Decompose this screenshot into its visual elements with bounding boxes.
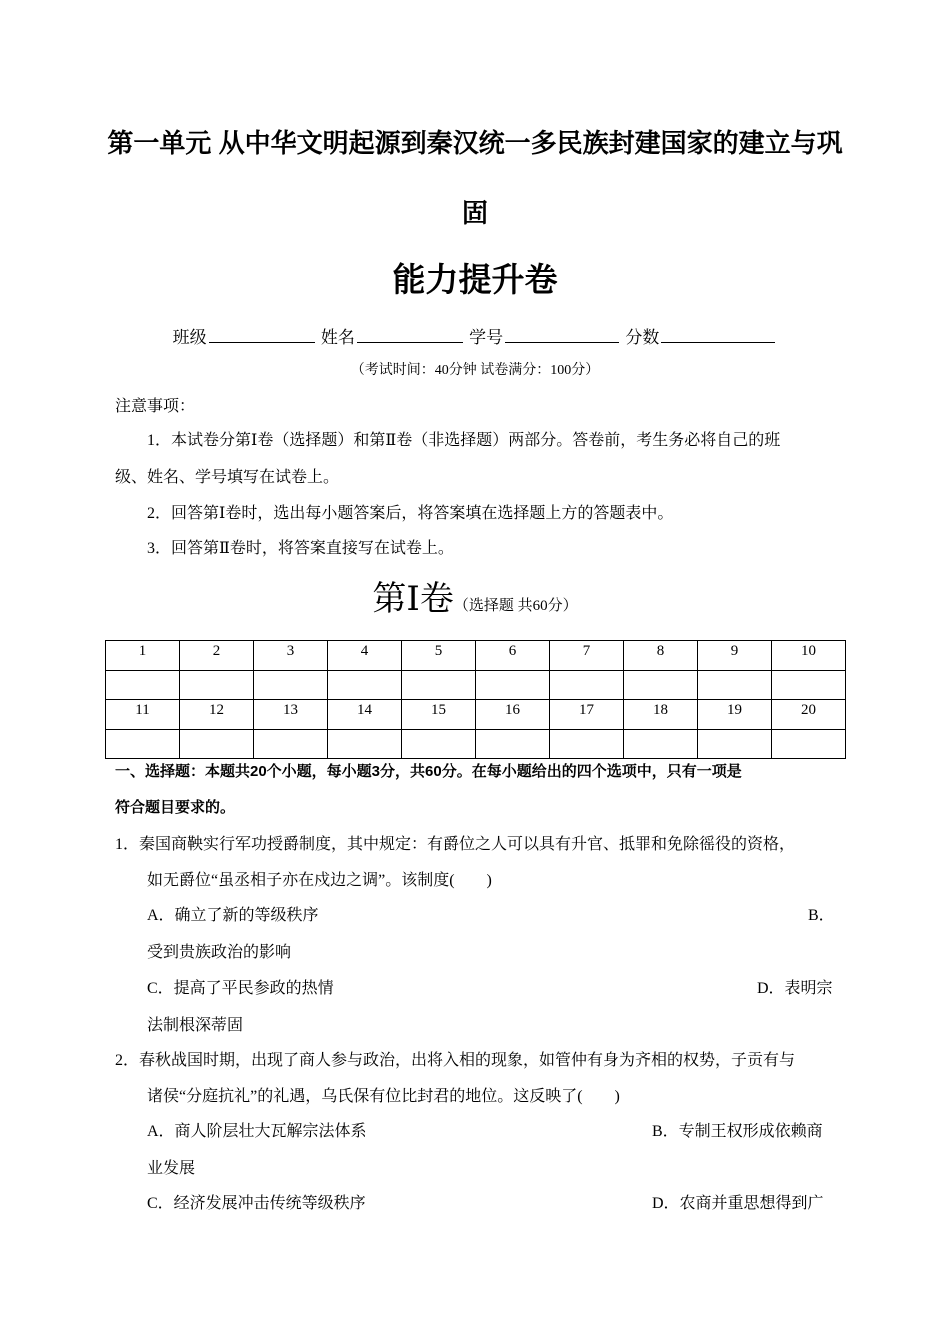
answer-table-question-number: 10 bbox=[772, 641, 846, 671]
exam-info: （考试时间：40分钟 试卷满分：100分） bbox=[350, 363, 600, 378]
question-1-option-d-cont: 法制根深蒂固 bbox=[147, 1017, 244, 1034]
question-2-stem: 2．春秋战国时期，出现了商人参与政治，出将入相的现象，如管仲有身为齐相的权势，子贡有与 bbox=[115, 1052, 796, 1069]
answer-table-question-number: 4 bbox=[328, 641, 402, 671]
answer-table-question-number: 2 bbox=[180, 641, 254, 671]
doc-subtitle: 能力提升卷 bbox=[392, 261, 558, 298]
answer-table-question-number: 3 bbox=[254, 641, 328, 671]
question-1-option-a[interactable]: A．确立了新的等级秩序 bbox=[147, 907, 319, 924]
answer-table-question-number: 14 bbox=[328, 700, 402, 730]
answer-cell[interactable] bbox=[328, 670, 402, 700]
question-1-option-c[interactable]: C．提高了平民参政的热情 bbox=[147, 980, 334, 997]
answer-table-header-row bbox=[106, 641, 846, 671]
answer-table-question-number: 19 bbox=[698, 700, 772, 730]
answer-table-question-number: 20 bbox=[772, 700, 846, 730]
question-1-stem-cont: 如无爵位“虽丞相子亦在戍边之调”。该制度( ) bbox=[147, 872, 492, 889]
answer-table-header-row bbox=[106, 700, 846, 730]
name-label: 姓名 bbox=[320, 328, 355, 347]
volume-title: 第Ⅰ卷 bbox=[372, 581, 454, 618]
name-field[interactable] bbox=[357, 326, 463, 343]
doc-title-line2: 固 bbox=[461, 198, 488, 228]
note-2: 2．回答第Ⅰ卷时，选出每小题答案后，将答案填在选择题上方的答题表中。 bbox=[147, 505, 674, 522]
answer-cell[interactable] bbox=[476, 729, 550, 759]
answer-table-question-number: 5 bbox=[402, 641, 476, 671]
note-1: 1．本试卷分第Ⅰ卷（选择题）和第Ⅱ卷（非选择题）两部分。答卷前，考生务必将自己的班 bbox=[147, 432, 781, 449]
student-id-field[interactable] bbox=[505, 326, 619, 343]
answer-cell[interactable] bbox=[402, 729, 476, 759]
question-2-option-b[interactable]: B．专制王权形成依赖商 bbox=[652, 1123, 823, 1140]
answer-cell[interactable] bbox=[624, 729, 698, 759]
answer-cell[interactable] bbox=[402, 670, 476, 700]
answer-cell[interactable] bbox=[254, 670, 328, 700]
student-id-label: 学号 bbox=[469, 328, 504, 347]
volume-heading bbox=[0, 578, 950, 622]
question-2-option-b-cont: 业发展 bbox=[147, 1160, 196, 1177]
answer-table-input-row bbox=[106, 670, 846, 700]
answer-cell[interactable] bbox=[328, 729, 402, 759]
question-1-stem: 1．秦国商鞅实行军功授爵制度，其中规定：有爵位之人可以具有升官、抵罪和免除徭役的资格， bbox=[115, 836, 796, 853]
answer-table-question-number: 17 bbox=[550, 700, 624, 730]
answer-table-question-number: 16 bbox=[476, 700, 550, 730]
answer-table-question-number: 8 bbox=[624, 641, 698, 671]
answer-table bbox=[105, 640, 846, 759]
question-2-option-d[interactable]: D．农商并重思想得到广 bbox=[652, 1195, 824, 1212]
note-3: 3．回答第Ⅱ卷时，将答案直接写在试卷上。 bbox=[147, 540, 454, 557]
student-info-fields bbox=[0, 326, 950, 348]
note-1-cont: 级、姓名、学号填写在试卷上。 bbox=[115, 469, 340, 486]
answer-cell[interactable] bbox=[180, 670, 254, 700]
answer-cell[interactable] bbox=[624, 670, 698, 700]
question-2-option-c[interactable]: C．经济发展冲击传统等级秩序 bbox=[147, 1195, 366, 1212]
answer-table-question-number: 6 bbox=[476, 641, 550, 671]
answer-cell[interactable] bbox=[698, 729, 772, 759]
answer-cell[interactable] bbox=[106, 729, 180, 759]
answer-table-input-row bbox=[106, 729, 846, 759]
answer-table-question-number: 11 bbox=[106, 700, 180, 730]
section-instructions-cont: 符合题目要求的。 bbox=[115, 799, 236, 816]
answer-cell[interactable] bbox=[698, 670, 772, 700]
question-2-option-a[interactable]: A．商人阶层壮大瓦解宗法体系 bbox=[147, 1123, 367, 1140]
answer-cell[interactable] bbox=[772, 729, 846, 759]
answer-table-question-number: 1 bbox=[106, 641, 180, 671]
answer-cell[interactable] bbox=[550, 729, 624, 759]
answer-cell[interactable] bbox=[550, 670, 624, 700]
notes-heading: 注意事项： bbox=[115, 398, 196, 415]
question-2-stem-cont: 诸侯“分庭抗礼”的礼遇，乌氏保有位比封君的地位。这反映了( ) bbox=[147, 1088, 620, 1105]
score-field[interactable] bbox=[661, 326, 775, 343]
answer-table-question-number: 18 bbox=[624, 700, 698, 730]
answer-cell[interactable] bbox=[254, 729, 328, 759]
answer-cell[interactable] bbox=[772, 670, 846, 700]
answer-cell[interactable] bbox=[106, 670, 180, 700]
answer-table-question-number: 9 bbox=[698, 641, 772, 671]
section-instructions: 一、选择题：本题共20个小题，每小题3分，共60分。在每小题给出的四个选项中，只有一项是 bbox=[115, 763, 742, 780]
answer-table-question-number: 13 bbox=[254, 700, 328, 730]
answer-table-question-number: 15 bbox=[402, 700, 476, 730]
answer-table-question-number: 7 bbox=[550, 641, 624, 671]
question-1-option-d[interactable]: D．表明宗 bbox=[757, 980, 833, 997]
answer-table-question-number: 12 bbox=[180, 700, 254, 730]
question-1-option-b-cont: 受到贵族政治的影响 bbox=[147, 944, 292, 961]
score-label: 分数 bbox=[625, 328, 660, 347]
doc-title-line1: 第一单元 从中华文明起源到秦汉统一多民族封建国家的建立与巩 bbox=[107, 128, 843, 158]
volume-subtitle: （选择题 共60分） bbox=[453, 598, 578, 614]
answer-cell[interactable] bbox=[180, 729, 254, 759]
class-label: 班级 bbox=[172, 328, 207, 347]
question-1-option-b[interactable]: B． bbox=[808, 907, 835, 924]
answer-cell[interactable] bbox=[476, 670, 550, 700]
class-field[interactable] bbox=[209, 326, 315, 343]
